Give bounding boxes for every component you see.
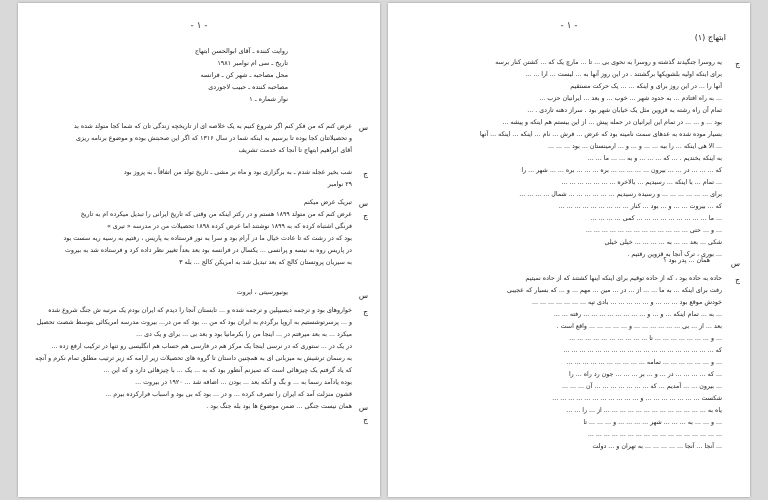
text-line: ... و ... ... به ... ... ... شهر ... ... ... ... و ... ... ... تا xyxy=(583,419,722,426)
text-line: شب بخیر عجله شدم ـ به برگزاری بود و ماه بر مشی ـ تاریخ تولد من اتفاقاً ـ به پروز بود xyxy=(123,169,352,176)
text-line: که ... ... ... در ... ... بیرون ... ... ... ... ... بره ... ... ... بره ... ... شهر ... را xyxy=(521,167,722,174)
text-line: ... ... ... ... ... ... ... ... ... ... ... ... ... ... ... ... ... xyxy=(587,431,722,438)
text-line: بود ... و ... ... در تمام این ایرانیان در حمله پیش ... از این بیستم هم اینکه و پیشه ... xyxy=(502,119,722,126)
text-line: ... آنجا ... آنجا ... ... ... ... ... به تهران و ... دولت xyxy=(592,443,722,450)
text-line: قشون منزلت آمد که ایران را تصرف کرده ... و در ... بود که بی بود و اسباب فرارکرده بیرم ... xyxy=(105,391,352,398)
text-line: همان نیست جنگی ... ضمن موضوع ها بود بله جنگ بود . xyxy=(206,403,352,410)
header-line: تاریخ ـ سی ام نوامبر ۱۹۸۱ xyxy=(217,59,288,67)
text-line: حاده به حاده بود ، که از حاده توقیم برای اینکه اینها کشتند که از حاده نمیتیم xyxy=(525,275,722,282)
paragraph xyxy=(402,57,722,261)
text-line: ... که ... ... ... ... در ... و ... بر ... ... ... جون رد راه ... را xyxy=(568,371,722,378)
text-line: که ... ... ... ... ... ... ... ... ... ... ... ... ... ... ... ... ... ... ... xyxy=(563,347,722,354)
page-number: - ۱ - xyxy=(560,21,578,31)
text-line: به اینکه بخندیم . ... که ... ... ... و به ... ... ما ... ... xyxy=(587,155,722,162)
paragraph xyxy=(32,305,352,413)
paragraph xyxy=(32,197,352,269)
speaker-mark-a: ج xyxy=(363,415,368,424)
text-line: بسیار موده شده به عدهای سمت نامینه بود که عرض ... فرش ... نام ... اینکه ... اینکه ... آنها xyxy=(479,131,722,138)
text-line: که ... بیروت ... ... و ... بود ... کنار ... ... ... ... ... ... ... ... ... xyxy=(558,203,722,210)
interview-header xyxy=(138,45,288,105)
text-line: و ... پرسرتوشستیم به اروپا برگردم به ایران بود که من ... بود که من در... بیروت مدرسه امریکائی بتوسط شصت تحصیل xyxy=(36,319,352,326)
sub-line: یونیورسیتی ، ایروت xyxy=(236,289,288,296)
text-line: برای اینکه اولیه بلشویکها برگشتند . در این روز آنها به ... لیست ... ارا ... ... xyxy=(525,71,722,78)
speaker-mark-a: ج xyxy=(363,211,368,220)
document-page-left xyxy=(18,3,380,497)
header-line: روایت کننده ـ آقای ابوالحسن ابتهاج xyxy=(194,47,288,55)
text-line: ... الا هی اینکه ... را بیه ... ... و ... و ... ارمینستان ... بود ... ... ... xyxy=(548,143,722,150)
header-line: مصاحبه کننده ـ حبیب لاجوردی xyxy=(208,83,288,91)
page-number: - ۱ - xyxy=(190,21,208,31)
speaker-mark-q: س xyxy=(730,259,740,268)
text-line: برای ... ... ... ... ... ... و رسیده رسیدیم ... ... ... ... ... ... شمال ... ... ... ... xyxy=(519,191,722,198)
text-line: عرض کنم که من فکر کنم اگر شروع کنیم به یک خلاصه ای از تاریخچه زندگی تان که شما کجا متولد شده بد xyxy=(73,123,352,130)
text-line: ... بیرون ... ... آمدیم ... که ... ... ... ... ... ... ... آن ... ... ... xyxy=(561,383,722,390)
text-line: آقای ابراهیم ابتهاج تا آنجا که خدمت تشریف xyxy=(238,147,352,154)
header-line: محل مصاحبه ـ شهر کن ـ فرانسه xyxy=(200,71,288,79)
text-line: فرنگی اشتباه کرده که به ۱۸۹۹ نوشتند اما عرض کرده ۱۸۹۸ تحصیلات من در مدرسه « تیری » xyxy=(106,223,352,230)
text-line: در یک در ... ستوری که در نرسی اینجا یک مرکز هم در فارسی هم حساب هم انگلیسی رو تنها در ترکیب ارفع زده ... xyxy=(51,343,352,350)
text-line: در پاریس روه به نیسه و پرانسی ... یکسال در فرانسه بود بعد بعداً تغییر نظر داده کرد و فرستاده شد به بیروت xyxy=(64,247,352,254)
text-line: تمام آن راه رشته به قزوین مثل یک خیابان شهر بود . سراز دهنه تاردی . ... xyxy=(527,107,722,114)
speaker-mark-q: س xyxy=(358,199,368,208)
text-line: ۲۹ نوامبر xyxy=(327,181,352,188)
text-line: به رسمان ترشیش به میزبانی ای به همچنین داستان تا گروه های تحصیلات زیر ارامه که زیر ترتیب مطلق تمام نکرم و آنچه xyxy=(35,355,352,362)
text-line: عرض کنم که من متولد ۱۸۹۹ هستم و در رکتر اینکه من وقتی که تاریخ ایرانی را تبدیل میکرده ام به تاریخ xyxy=(80,211,352,218)
header-line: نوار شماره ـ ۱ xyxy=(249,95,288,103)
document-page-right xyxy=(388,3,750,497)
speaker-mark-a: ج xyxy=(735,275,740,284)
text-line: ... به ... تمام اینکه ... و ... و ... ... ... ... ... ... ... ... رفته ... ... xyxy=(553,311,722,318)
text-line: رفت برای اینکه ... به ما ... ... از ... در ... مین ... مهم ... و ... که بسیار که عجیبی xyxy=(507,287,722,294)
text-line: یه روسرا جنگیدند گذشته و روسرا به نحوی بی ... تا ... مارچ یک که ... کشتن کنار برسه xyxy=(495,59,722,66)
text-line: ... و ... ... ... ... ... ... تمامه ... ... ... ... ... ... ... ... ... ... xyxy=(566,359,722,366)
text-line: بعد ... از ... بی ... ... ... ... ... ... و ... ... ... ... ... واقع است . xyxy=(556,323,722,330)
text-line: بوده یادآمد رسما به ... و بگ و آنکه بعد ... بودن ... اضافه شد ... ۱۹۲۰ در بیروت ... xyxy=(135,379,352,386)
text-line: شکی ... بعد ... ... به ... ... ... ... خیلی خیلی xyxy=(604,239,722,246)
text-line: شکست ... ... ... ... ... ... ... و ... ... ... ... ... ... ... ... ... ... ... xyxy=(552,395,722,402)
paragraph xyxy=(32,121,352,157)
text-line: بود که در رشت که تا عادت خیال ما در آرام بود و سرا به نور فرستاده به پاریس ، رفتیم به رسیه ریه سست بود xyxy=(63,235,352,242)
text-line: ... بوری ، ترک آنجا به قزوین رفتیم . xyxy=(627,251,722,258)
text-line: ... ما ... ... ... ... ... ... ... ... ... کمی ... ... ... ... xyxy=(590,215,722,222)
speaker-mark-a: ج xyxy=(363,169,368,178)
text-line: ... تمام ... با اینکه ... رسیدیم ... بالاخره ... ... ... ... ... ... ... xyxy=(561,179,722,186)
text-line: ... به راه افتادم ... به حدود شهر ... خوب ... و بعد ... ایرانیان حزب ... xyxy=(539,95,722,102)
speaker-mark-a: ج xyxy=(735,59,740,68)
text-line: آنها را ... در این روز برای و اینکه ... ... یک حرکت مستقیم xyxy=(570,83,722,90)
text-line: که یاد گرفتم یک چیزهائی است که تمیزنم آنطور بود که به ... یک ... با چیزهائی دارد و که این ... xyxy=(103,367,352,374)
text-line: میکرد ... به بعد میرفتم در ... اینجا من را بکرمانیا بود و بعد بی ... برای و یک دی ... xyxy=(136,331,352,338)
paragraph xyxy=(32,167,352,191)
question-line: همان ... پدر بود ؟ xyxy=(663,257,710,264)
text-line: یاه به ... ... ... ... ... ... ... ... ... ... ... ... ... از ... را ... ... xyxy=(566,407,722,414)
section-title: ابتهاج (۱) xyxy=(694,33,726,42)
text-line: تبریک عرض میکنم xyxy=(303,199,352,206)
paragraph xyxy=(402,273,722,453)
text-line: ... و ... ... ... ... ... ... ... تا ... ... ... ... ... ... ... ... ... ... xyxy=(569,335,722,342)
speaker-mark-a: ج xyxy=(363,307,368,316)
text-line: خواروهای بود و ترجمه دیسیپلین و ترجمه شده و ... تابستان آنجا را دیدم که ایران بودم یک مرتبه ش جنگ شروع شده xyxy=(48,307,352,314)
text-line: و تحصیلاتتان کجا بوده تا برسیم به اینکه شما در سال ۱۳۱۶ که اگر این صحبتش بوده و موضوع برنامه ریزی xyxy=(75,135,352,142)
text-line: به سیریان پروتستان کالج که بعد تبدیل شد به امریکن کالج ... بله ۳ xyxy=(179,259,352,266)
speaker-mark-q: س xyxy=(358,123,368,132)
text-line: ... و ... حتی ... ... ... ... ... ... ... ... ... ... ... ... ... xyxy=(585,227,722,234)
text-line: خودش موقع بود ... ... ... و ... ... ... ... ... بادی تپه ... ... ... ... ... ... ... xyxy=(531,299,722,306)
speaker-mark-q: س xyxy=(358,291,368,300)
speaker-mark-q: س xyxy=(358,403,368,412)
